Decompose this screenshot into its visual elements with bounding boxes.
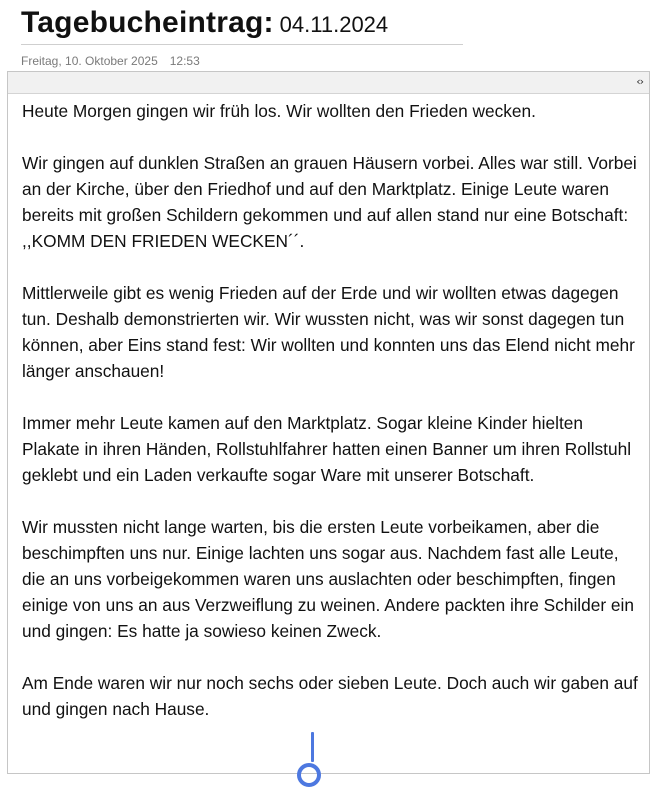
entry-title-label: Tagebucheintrag: xyxy=(21,6,274,39)
text-cursor-handle[interactable] xyxy=(292,732,332,790)
text-caret xyxy=(311,732,314,762)
paragraph[interactable]: Am Ende waren wir nur noch sechs oder sieben Leute. Doch auch wir gaben auf und gingen nach Hause. xyxy=(22,673,638,719)
entry-title xyxy=(21,6,388,40)
paragraph[interactable]: Wir gingen auf dunklen Straßen an grauen Häusern vorbei. Alles war still. Vorbei an der Kirche, über den Friedhof und auf den Marktplatz. Einige Leute waren bereits mit großen Schildern gekommen und auf allen stand nur eine Botschaft: ,,KOMM DEN FRIEDEN WECKEN´´. xyxy=(22,153,637,251)
code-toggle-icon[interactable]: ‹› xyxy=(636,75,643,88)
cursor-drag-handle-icon[interactable] xyxy=(297,763,321,787)
paragraph[interactable]: Immer mehr Leute kamen auf den Marktplatz. Sogar kleine Kinder hielten Plakate in ihren Händen, Rollstuhlfahrer hatten einen Banner um ihren Rollstuhl geklebt und ein Laden verkaufte sogar Ware mit unserer Botschaft. xyxy=(22,413,632,485)
paragraph[interactable]: Wir mussten nicht lange warten, bis die ersten Leute vorbeikamen, aber die beschimpften uns nur. Einige lachten uns sogar aus. Nachdem fast alle Leute, die an uns vorbeigekommen waren uns auslachten oder beschimpften, fingen einige von uns an aus Verzweiflung zu weinen. Andere packten ihre Schilder ein und gingen: Es hatte ja sowieso keinen Zweck. xyxy=(22,517,634,641)
title-divider xyxy=(21,44,463,45)
paragraph[interactable]: Mittlerweile gibt es wenig Frieden auf der Erde und wir wollten etwas dagegen tun. Deshalb demonstrierten wir. Wir wussten nicht, was wir sonst dagegen tun können, aber Eins stand fest: Wir wollten und konnten uns das Elend nicht mehr länger anschauen! xyxy=(22,283,635,381)
editor-toolbar xyxy=(8,72,649,94)
entry-metadata xyxy=(21,54,200,68)
created-time: 12:53 xyxy=(169,54,200,68)
created-date: Freitag, 10. Oktober 2025 xyxy=(21,54,158,68)
paragraph[interactable]: Heute Morgen gingen wir früh los. Wir wollten den Frieden wecken. xyxy=(22,101,536,121)
text-editor[interactable] xyxy=(7,71,650,774)
entry-date[interactable]: 04.11.2024 xyxy=(279,12,389,37)
editor-content[interactable] xyxy=(8,94,649,722)
